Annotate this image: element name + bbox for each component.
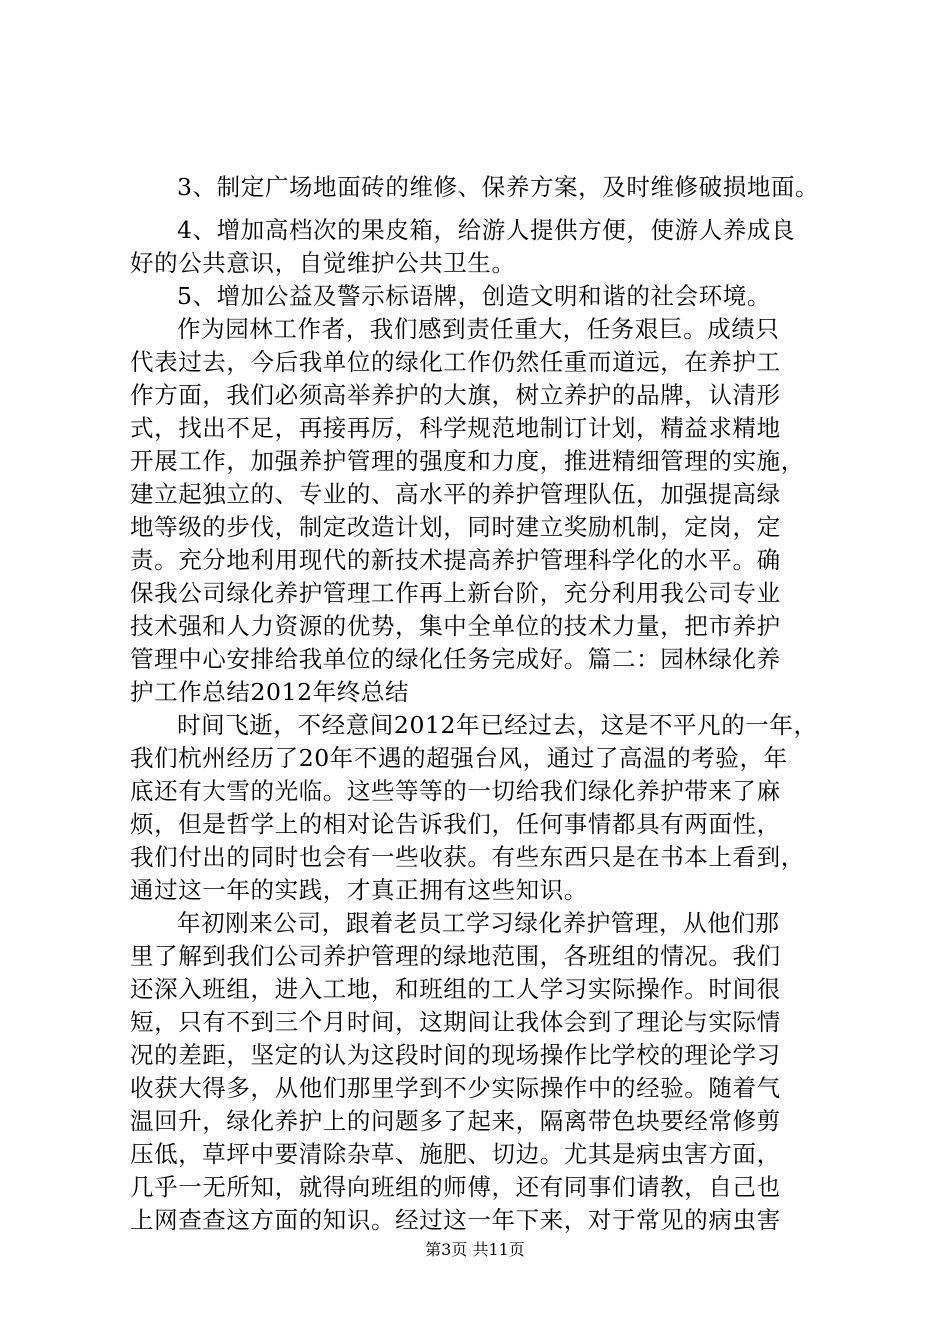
text-line: 作为园林工作者，我们感到责任重大，任务艰巨。成绩只 (177, 315, 780, 343)
text-line: 5、增加公益及警示标语牌，创造文明和谐的社会环境。 (177, 282, 771, 310)
text-line: 保我公司绿化养护管理工作再上新台阶，充分利用我公司专业 (130, 579, 781, 607)
text-line: 开展工作，加强养护管理的强度和力度，推进精细管理的实施， (130, 447, 805, 475)
page-footer: 第3页 共11页 (425, 1240, 525, 1259)
text-line: 责。充分地利用现代的新技术提高养护管理科学化的水平。确 (130, 546, 781, 574)
text-line: 收获大得多，从他们那里学到不少实际操作中的经验。随着气 (130, 1074, 781, 1102)
text-line: 上网查查这方面的知识。经过这一年下来，对于常见的病虫害 (130, 1206, 781, 1234)
document-body (130, 171, 836, 1237)
text-line: 时间飞逝，不经意间2012年已经过去，这是不平凡的一年， (177, 711, 818, 739)
text-line: 通过这一年的实践，才真正拥有这些知识。 (130, 876, 588, 904)
text-line: 短，只有不到三个月时间，这期间让我体会到了理论与实际情 (130, 1008, 781, 1036)
text-line: 烦，但是哲学上的相对论告诉我们，任何事情都具有两面性， (130, 810, 781, 838)
text-line: 压低，草坪中要清除杂草、施肥、切边。尤其是病虫害方面， (130, 1140, 781, 1168)
text-line: 年初刚来公司，跟着老员工学习绿化养护管理，从他们那 (177, 909, 780, 937)
text-line: 几乎一无所知，就得向班组的师傅，还有同事们请教，自己也 (130, 1173, 781, 1201)
text-line: 我们付出的同时也会有一些收获。有些东西只是在书本上看到， (130, 843, 805, 871)
text-line: 建立起独立的、专业的、高水平的养护管理队伍，加强提高绿 (130, 480, 781, 508)
text-line: 作方面，我们必须高举养护的大旗，树立养护的品牌，认清形 (130, 381, 781, 409)
text-line: 护工作总结2012年终总结 (130, 678, 410, 706)
text-line: 管理中心安排给我单位的绿化任务完成好。篇二：园林绿化养 (130, 645, 781, 673)
text-line: 况的差距，坚定的认为这段时间的现场操作比学校的理论学习 (130, 1041, 781, 1069)
text-line: 底还有大雪的光临。这些等等的一切给我们绿化养护带来了麻 (130, 777, 781, 805)
text-line: 我们杭州经历了20年不遇的超强台风，通过了高温的考验，年 (130, 744, 788, 772)
text-line: 4、增加高档次的果皮箱，给游人提供方便，使游人养成良 (177, 216, 796, 244)
text-line: 温回升，绿化养护上的问题多了起来，隔离带色块要经常修剪 (130, 1107, 781, 1135)
text-line: 里了解到我们公司养护管理的绿地范围，各班组的情况。我们 (130, 942, 781, 970)
text-line: 技术强和人力资源的优势，集中全单位的技术力量，把市养护 (130, 612, 781, 640)
text-line: 地等级的步伐，制定改造计划，同时建立奖励机制，定岗，定 (130, 513, 781, 541)
paragraph-gap (130, 204, 836, 214)
text-line: 代表过去，今后我单位的绿化工作仍然任重而道远，在养护工 (130, 348, 781, 376)
text-line: 还深入班组，进入工地，和班组的工人学习实际操作。时间很 (130, 975, 781, 1003)
text-line: 好的公共意识，自觉维护公共卫生。 (130, 249, 516, 277)
text-line: 3、制定广场地面砖的维修、保养方案，及时维修破损地面。 (177, 173, 820, 201)
text-line: 式，找出不足，再接再厉，科学规范地制订计划，精益求精地 (130, 414, 781, 442)
